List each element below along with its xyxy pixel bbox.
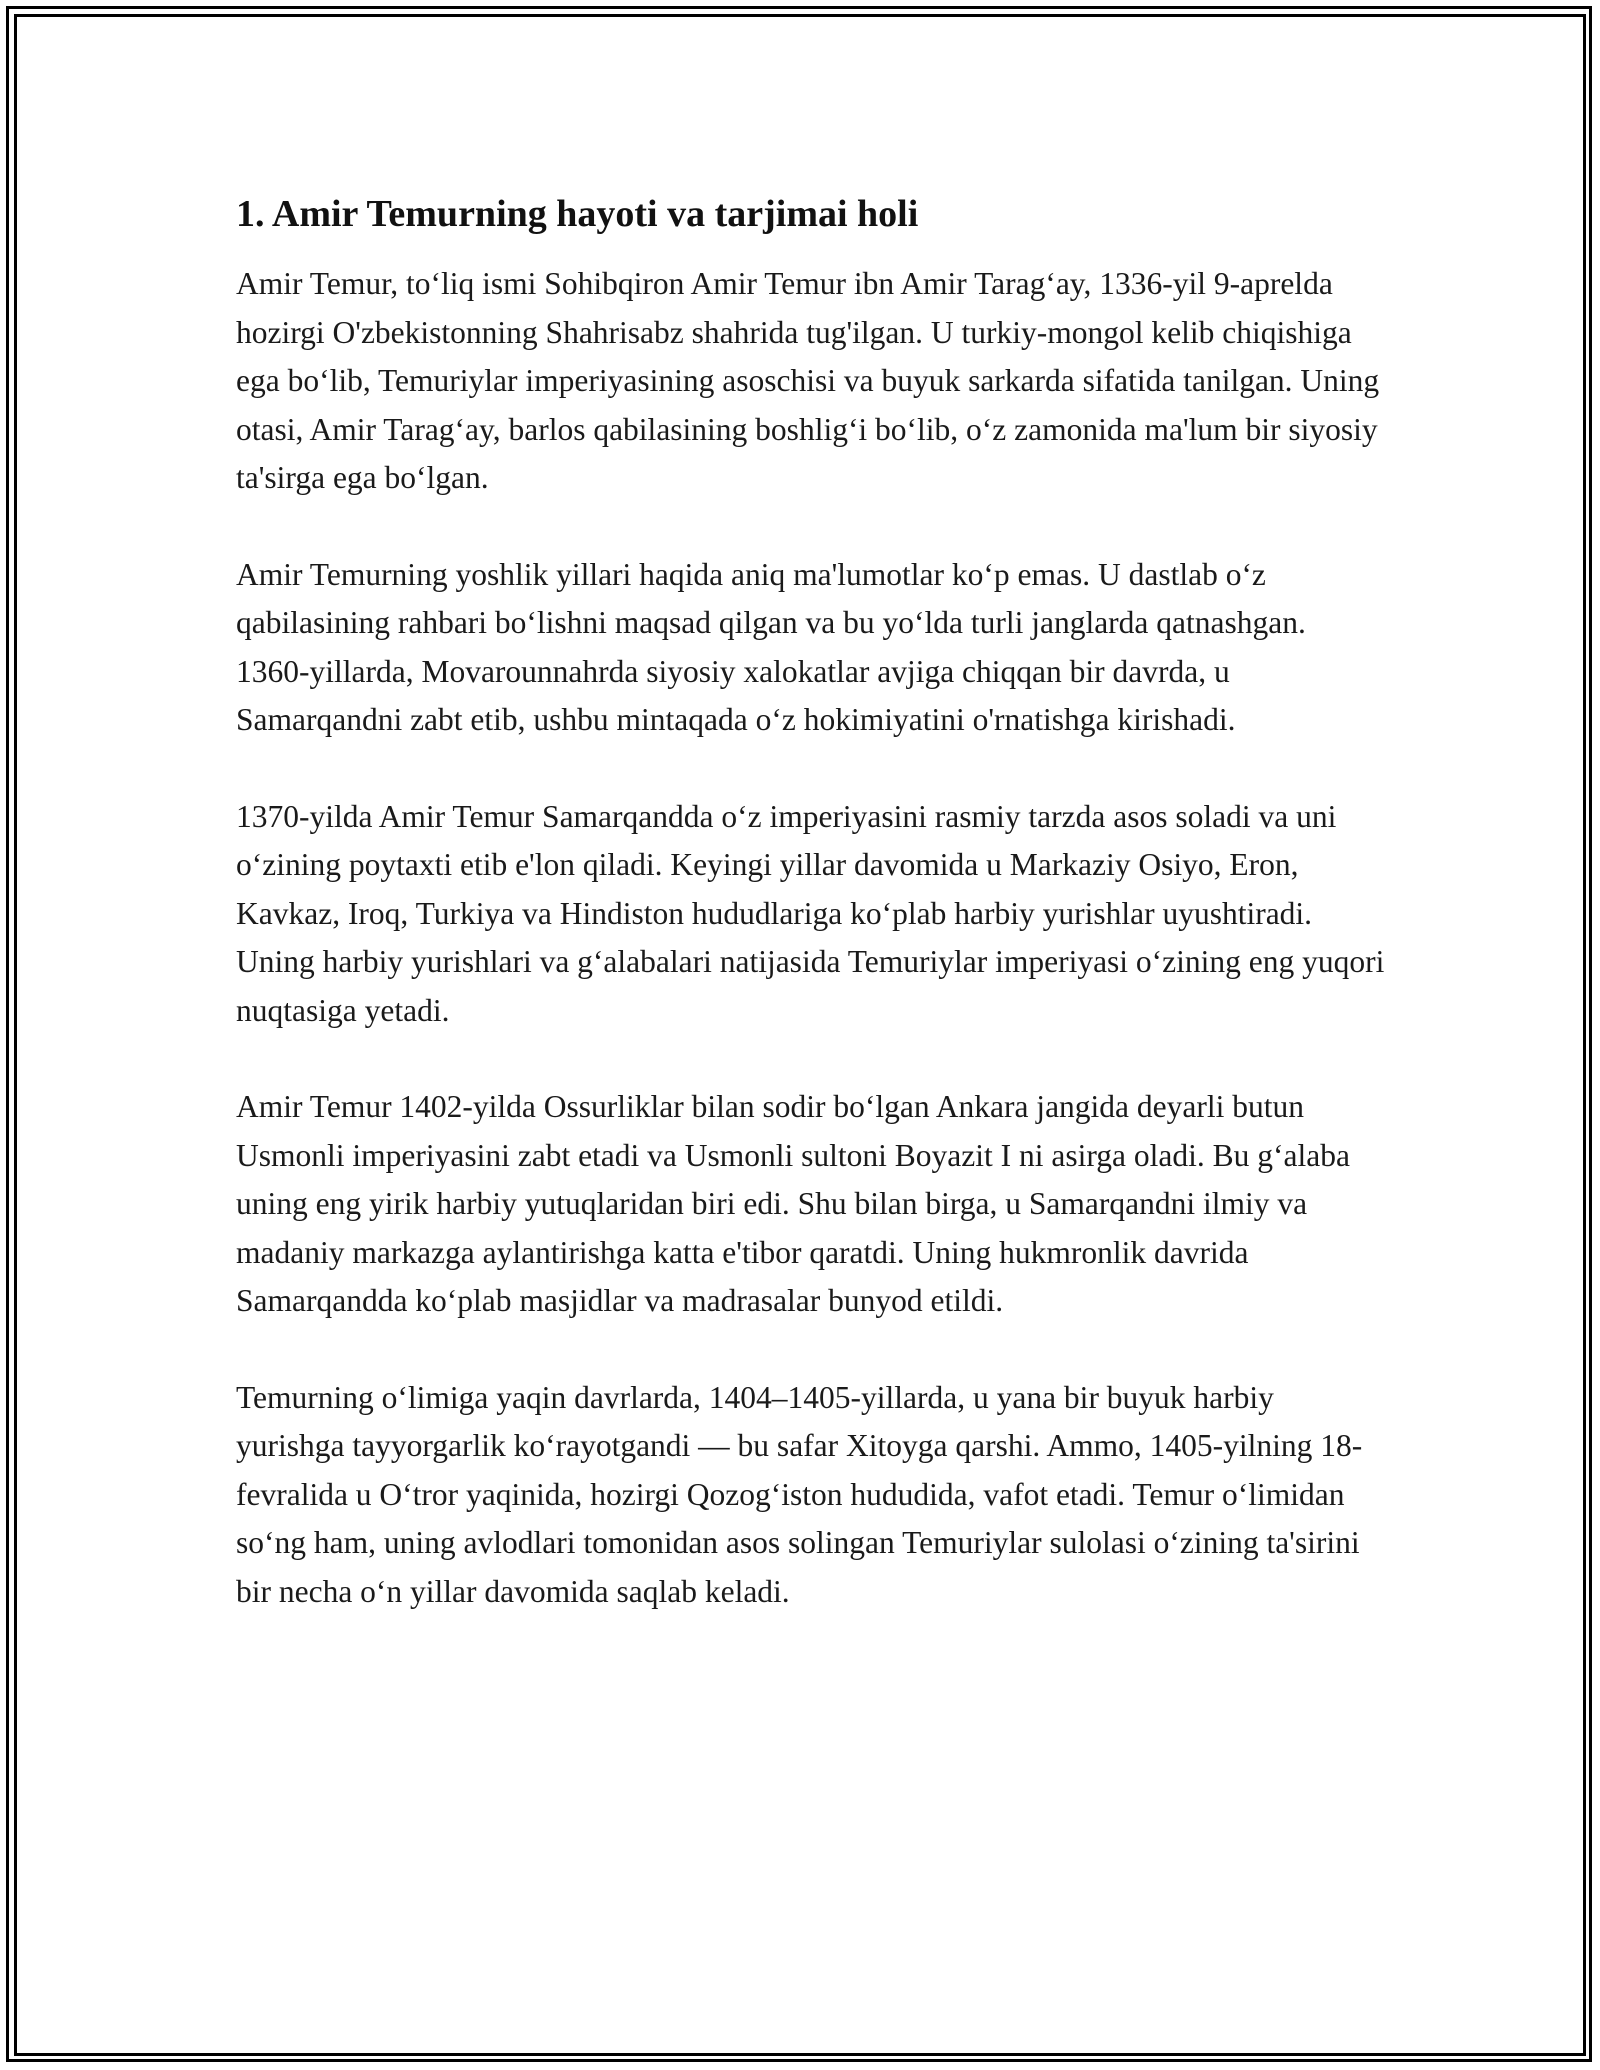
paragraph-2: Amir Temurning yoshlik yillari haqida aniq ma'lumotlar ko‘p emas. U dastlab o‘z qabilasining rahbari bo‘lishni maqsad qilgan va bu yo‘lda turli janglarda qatnashgan. 1360-yillarda, Movarounnahrda siyosiy xalokatlar avjiga chiqqan bir davrda, u Samarqandni zabt etib, ushbu mintaqada o‘z hokimiyatini o'rnatishga kirishadi. [236, 556, 1306, 737]
paragraph-3: 1370-yilda Amir Temur Samarqandda o‘z imperiyasini rasmiy tarzda asos soladi va uni o‘zining poytaxti etib e'lon qiladi. Keyingi yillar davomida u Markaziy Osiyo, Eron, Kavkaz, Iroq, Turkiya va Hindiston hududlariga ko‘plab harbiy yurishlar uyushtiradi. Uning harbiy yurishlari va g‘alabalari natijasida Temuriylar imperiyasi o‘zining eng yuqori nuqtasiga yetadi. [236, 798, 1385, 1028]
section-heading: 1. Amir Temurning hayoti va tarjimai holi [236, 193, 919, 235]
paragraph-1: Amir Temur, to‘liq ismi Sohibqiron Amir Temur ibn Amir Tarag‘ay, 1336-yil 9-aprelda hozirgi O'zbekistonning Shahrisabz shahrida tug'ilgan. U turkiy-mongol kelib chiqishiga ega bo‘lib, Temuriylar imperiyasining asoschisi va buyuk sarkarda sifatida tanilgan. Uning otasi, Amir Tarag‘ay, barlos qabilasining boshlig‘i bo‘lib, o‘z zamonida ma'lum bir siyosiy ta'sirga ega bo‘lgan. [236, 266, 1380, 495]
paragraph-4: Amir Temur 1402-yilda Ossurliklar bilan sodir bo‘lgan Ankara jangida deyarli butun Usmonli imperiyasini zabt etadi va Usmonli sultoni Boyazit I ni asirga oladi. Bu g‘alaba uning eng yirik harbiy yutuqlaridan biri edi. Shu bilan birga, u Samarqandni ilmiy va madaniy markazga aylantirishga katta e'tibor qaratdi. Uning hukmronlik davrida Samarqandda ko‘plab masjidlar va madrasalar bunyod etildi. [236, 1089, 1350, 1318]
document-body [236, 186, 1386, 1664]
paragraph-5: Temurning o‘limiga yaqin davrlarda, 1404–1405-yillarda, u yana bir buyuk harbiy yurishga tayyorgarlik ko‘rayotgandi — bu safar Xitoyga qarshi. Ammo, 1405-yilning 18-fevralida u O‘tror yaqinida, hozirgi Qozog‘iston hududida, vafot etadi. Temur o‘limidan so‘ng ham, uning avlodlari tomonidan asos solingan Temuriylar sulolasi o‘zining ta'sirini bir necha o‘n yillar davomida saqlab keladi. [236, 1379, 1363, 1609]
